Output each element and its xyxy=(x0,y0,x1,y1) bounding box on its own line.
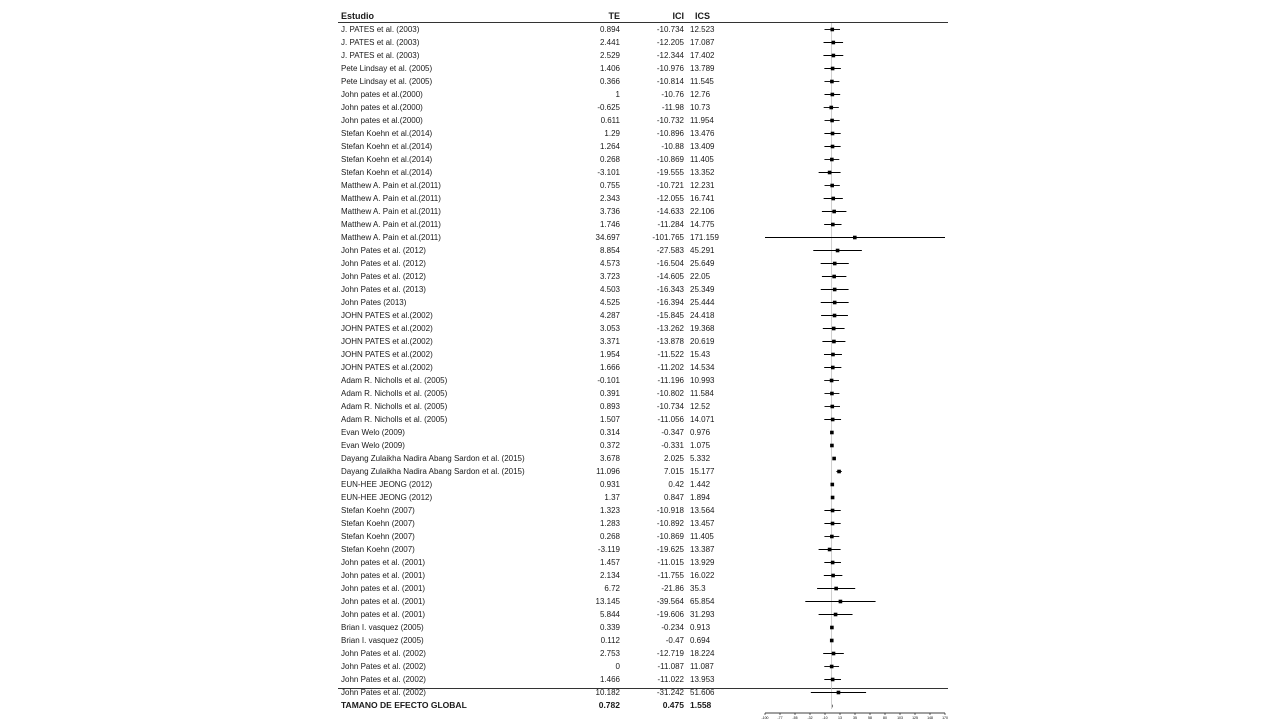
te-value: 1.507 xyxy=(599,415,620,424)
te-value: 8.854 xyxy=(599,246,620,255)
x-tick-label: 170 xyxy=(942,716,948,720)
te-value: 2.529 xyxy=(599,51,620,60)
study-name: Evan Welo (2009) xyxy=(341,441,405,450)
study-name: John Pates et al. (2013) xyxy=(341,285,426,294)
te-value: 0.268 xyxy=(599,532,620,541)
point-estimate xyxy=(831,132,835,136)
study-name: Evan Welo (2009) xyxy=(341,428,405,437)
ics-value: 14.775 xyxy=(690,220,715,229)
te-value: 0.611 xyxy=(600,116,620,125)
point-estimate xyxy=(839,600,843,604)
te-value: 1.466 xyxy=(599,675,620,684)
study-name: EUN-HEE JEONG (2012) xyxy=(341,493,433,502)
ics-value: 1.442 xyxy=(690,480,711,489)
ics-value: 13.929 xyxy=(690,558,715,567)
te-value: 1.954 xyxy=(599,350,620,359)
ics-value: 13.789 xyxy=(690,64,715,73)
study-name: Stefan Koehn et al.(2014) xyxy=(341,155,433,164)
ici-value: -10.734 xyxy=(656,402,684,411)
ici-value: -16.504 xyxy=(656,259,684,268)
point-estimate xyxy=(831,496,835,500)
ici-value: -11.284 xyxy=(657,220,684,229)
ici-value: 0.847 xyxy=(663,493,684,502)
x-tick-label: 35 xyxy=(853,716,857,720)
study-name: John pates et al. (2001) xyxy=(341,610,426,619)
te-value: 0.894 xyxy=(599,25,620,34)
ici-value: -14.633 xyxy=(656,207,684,216)
ici-value: -0.234 xyxy=(661,623,684,632)
study-name: Adam R. Nicholls et al. (2005) xyxy=(341,389,448,398)
te-value: 1.666 xyxy=(599,363,620,372)
x-tick-label: 148 xyxy=(927,716,933,720)
study-name: JOHN PATES et al.(2002) xyxy=(341,363,433,372)
ici-value: -11.056 xyxy=(657,415,684,424)
point-estimate xyxy=(831,509,835,513)
point-estimate xyxy=(853,236,857,240)
study-name: Matthew A. Pain et al.(2011) xyxy=(341,181,441,190)
ici-value: -10.976 xyxy=(656,64,684,73)
point-estimate xyxy=(831,418,835,422)
ici-value: -12.719 xyxy=(656,649,684,658)
x-tick-label: -100 xyxy=(761,716,769,720)
te-value: 1.29 xyxy=(604,129,620,138)
point-estimate xyxy=(831,353,835,357)
te-value: 10.182 xyxy=(595,688,620,697)
header-study: Estudio xyxy=(341,11,374,21)
ics-value: 16.022 xyxy=(690,571,715,580)
study-name: John pates et al.(2000) xyxy=(341,90,423,99)
total-label: TAMANO DE EFECTO GLOBAL xyxy=(341,700,467,710)
point-estimate xyxy=(831,678,835,682)
ics-value: 15.43 xyxy=(690,350,711,359)
ici-value: -39.564 xyxy=(656,597,684,606)
ics-value: 24.418 xyxy=(690,311,715,320)
ici-value: -11.202 xyxy=(657,363,684,372)
te-value: 0 xyxy=(615,662,620,671)
point-estimate xyxy=(831,522,835,526)
point-estimate xyxy=(829,106,833,110)
ici-value: -21.86 xyxy=(661,584,684,593)
study-name: John Pates et al. (2002) xyxy=(341,649,426,658)
ici-value: -10.892 xyxy=(656,519,684,528)
x-tick-label: 58 xyxy=(868,716,872,720)
ics-value: 1.075 xyxy=(690,441,711,450)
ics-value: 11.545 xyxy=(690,77,714,86)
ici-value: -0.47 xyxy=(665,636,684,645)
ici-value: -11.015 xyxy=(657,558,684,567)
point-estimate xyxy=(830,80,834,84)
ics-value: 16.741 xyxy=(690,194,715,203)
study-name: Dayang Zulaikha Nadira Abang Sardon et al. (2015) xyxy=(341,454,525,463)
study-name: Stefan Koehn (2007) xyxy=(341,519,415,528)
study-name: Adam R. Nicholls et al. (2005) xyxy=(341,376,448,385)
point-estimate xyxy=(831,197,835,201)
point-estimate xyxy=(833,262,837,266)
te-value: -0.101 xyxy=(597,376,620,385)
point-estimate xyxy=(836,249,840,253)
study-name: Matthew A. Pain et al.(2011) xyxy=(341,194,441,203)
te-value: 1 xyxy=(615,90,620,99)
point-estimate xyxy=(831,574,835,578)
ics-value: 171.159 xyxy=(690,233,719,242)
ici-value: -12.055 xyxy=(656,194,684,203)
header-te: TE xyxy=(608,11,620,21)
ici-value: -10.721 xyxy=(656,181,684,190)
study-name: JOHN PATES et al.(2002) xyxy=(341,311,433,320)
te-value: 0.372 xyxy=(599,441,620,450)
ici-value: -15.845 xyxy=(656,311,684,320)
study-name: Adam R. Nicholls et al. (2005) xyxy=(341,415,448,424)
ici-value: -10.896 xyxy=(656,129,684,138)
ics-value: 14.534 xyxy=(690,363,715,372)
ici-value: -11.196 xyxy=(657,376,684,385)
x-tick-label: 80 xyxy=(883,716,887,720)
study-name: Matthew A. Pain et al.(2011) xyxy=(341,220,441,229)
point-estimate xyxy=(830,535,834,539)
study-name: John Pates et al. (2012) xyxy=(341,259,426,268)
te-value: 4.525 xyxy=(599,298,620,307)
study-name: Stefan Koehn et al.(2014) xyxy=(341,129,433,138)
te-value: 4.287 xyxy=(599,311,620,320)
te-value: 2.441 xyxy=(599,38,620,47)
ics-value: 12.523 xyxy=(690,25,715,34)
te-value: 2.134 xyxy=(599,571,620,580)
te-value: 0.366 xyxy=(599,77,620,86)
te-value: 2.343 xyxy=(599,194,620,203)
ici-value: -10.869 xyxy=(656,155,684,164)
ics-value: 18.224 xyxy=(690,649,715,658)
te-value: 1.457 xyxy=(599,558,620,567)
ics-value: 22.106 xyxy=(690,207,715,216)
ics-value: 13.352 xyxy=(690,168,715,177)
x-tick-label: 103 xyxy=(897,716,903,720)
te-value: 3.723 xyxy=(599,272,620,281)
ici-value: -10.918 xyxy=(656,506,684,515)
header-ics: ICS xyxy=(694,11,710,21)
study-name: EUN-HEE JEONG (2012) xyxy=(341,480,433,489)
point-estimate xyxy=(832,327,836,331)
ics-value: 13.387 xyxy=(690,545,715,554)
te-value: 1.37 xyxy=(604,493,620,502)
study-name: Pete Lindsay et al. (2005) xyxy=(341,64,433,73)
study-name: John Pates et al. (2012) xyxy=(341,246,426,255)
te-value: 1.264 xyxy=(599,142,620,151)
study-name: J. PATES et al. (2003) xyxy=(341,25,420,34)
study-name: Stefan Koehn (2007) xyxy=(341,506,415,515)
study-name: John Pates (2013) xyxy=(341,298,407,307)
te-value: 3.053 xyxy=(599,324,620,333)
header-ici: ICI xyxy=(672,11,684,21)
study-name: JOHN PATES et al.(2002) xyxy=(341,350,433,359)
ics-value: 22.05 xyxy=(690,272,711,281)
study-name: Brian I. vasquez (2005) xyxy=(341,636,424,645)
x-tick-label: -77 xyxy=(777,716,783,720)
point-estimate xyxy=(834,587,838,591)
ics-value: 10.993 xyxy=(690,376,715,385)
point-estimate xyxy=(830,665,834,669)
study-name: John pates et al.(2000) xyxy=(341,116,423,125)
study-name: John Pates et al. (2002) xyxy=(341,675,426,684)
te-value: 11.096 xyxy=(596,467,620,476)
point-estimate xyxy=(830,431,834,435)
study-name: John Pates et al. (2002) xyxy=(341,688,426,697)
point-estimate xyxy=(830,626,834,630)
ics-value: 25.349 xyxy=(690,285,715,294)
point-estimate xyxy=(832,652,836,656)
ics-value: 65.854 xyxy=(690,597,715,606)
point-estimate xyxy=(830,392,834,396)
te-value: 1.323 xyxy=(599,506,620,515)
ici-value: -11.755 xyxy=(657,571,684,580)
ics-value: 11.405 xyxy=(690,155,714,164)
ics-value: 25.649 xyxy=(690,259,715,268)
ici-value: -19.555 xyxy=(656,168,684,177)
ics-value: 0.976 xyxy=(690,428,711,437)
ici-value: -0.331 xyxy=(661,441,684,450)
point-estimate xyxy=(830,28,834,32)
study-name: John pates et al. (2001) xyxy=(341,584,426,593)
te-value: 34.697 xyxy=(595,233,620,242)
point-estimate xyxy=(830,639,834,643)
ici-value: -19.606 xyxy=(656,610,684,619)
ici-value: -13.878 xyxy=(656,337,684,346)
point-estimate xyxy=(830,444,834,448)
te-value: 1.283 xyxy=(599,519,620,528)
te-value: 0.314 xyxy=(599,428,620,437)
ics-value: 5.332 xyxy=(690,454,711,463)
study-name: J. PATES et al. (2003) xyxy=(341,51,420,60)
te-value: 0.339 xyxy=(599,623,620,632)
ics-value: 15.177 xyxy=(690,467,715,476)
te-value: 0.112 xyxy=(600,636,620,645)
point-estimate xyxy=(830,184,834,188)
study-name: Pete Lindsay et al. (2005) xyxy=(341,77,433,86)
study-name: John Pates et al. (2012) xyxy=(341,272,426,281)
study-name: John pates et al.(2000) xyxy=(341,103,423,112)
ics-value: 19.368 xyxy=(690,324,715,333)
ici-value: -10.88 xyxy=(661,142,684,151)
te-value: 0.268 xyxy=(599,155,620,164)
point-estimate xyxy=(833,288,837,292)
te-value: 1.746 xyxy=(599,220,620,229)
study-name: JOHN PATES et al.(2002) xyxy=(341,337,433,346)
point-estimate xyxy=(832,210,836,214)
ici-value: -12.205 xyxy=(656,38,684,47)
point-estimate xyxy=(832,340,836,344)
te-value: 2.753 xyxy=(599,649,620,658)
ici-value: -11.98 xyxy=(661,103,684,112)
ics-value: 12.76 xyxy=(690,90,711,99)
x-tick-label: 13 xyxy=(838,716,842,720)
ici-value: -16.343 xyxy=(656,285,684,294)
ics-value: 13.564 xyxy=(690,506,715,515)
ici-value: -10.802 xyxy=(656,389,684,398)
point-estimate xyxy=(837,691,841,695)
ics-value: 12.231 xyxy=(690,181,715,190)
point-estimate xyxy=(831,366,835,370)
te-value: 0.931 xyxy=(599,480,620,489)
te-value: 3.371 xyxy=(599,337,620,346)
te-value: 4.573 xyxy=(599,259,620,268)
ici-value: -11.087 xyxy=(657,662,684,671)
te-value: -3.119 xyxy=(597,545,620,554)
te-value: 0.755 xyxy=(599,181,620,190)
ics-value: 25.444 xyxy=(690,298,715,307)
ics-value: 12.52 xyxy=(690,402,711,411)
ici-value: -14.605 xyxy=(656,272,684,281)
ics-value: 11.087 xyxy=(690,662,714,671)
point-estimate xyxy=(831,223,835,227)
te-value: -3.101 xyxy=(597,168,620,177)
study-name: John pates et al. (2001) xyxy=(341,597,426,606)
point-estimate xyxy=(832,54,836,58)
point-estimate xyxy=(831,93,835,97)
te-value: 13.145 xyxy=(595,597,620,606)
ici-value: -12.344 xyxy=(656,51,684,60)
ici-value: -19.625 xyxy=(656,545,684,554)
study-name: John pates et al. (2001) xyxy=(341,571,426,580)
ics-value: 13.476 xyxy=(690,129,715,138)
study-name: Matthew A. Pain et al.(2011) xyxy=(341,207,441,216)
point-estimate xyxy=(830,379,834,383)
te-value: 0.391 xyxy=(599,389,620,398)
ics-value: 51.606 xyxy=(690,688,715,697)
te-value: 3.678 xyxy=(599,454,620,463)
te-value: 5.844 xyxy=(599,610,620,619)
study-name: Matthew A. Pain et al.(2011) xyxy=(341,233,441,242)
study-name: Dayang Zulaikha Nadira Abang Sardon et al. (2015) xyxy=(341,467,525,476)
ics-value: 35.3 xyxy=(690,584,706,593)
ics-value: 0.913 xyxy=(690,623,711,632)
ici-value: -10.732 xyxy=(656,116,684,125)
ics-value: 11.954 xyxy=(690,116,714,125)
ici-value: -27.583 xyxy=(656,246,684,255)
ici-value: -11.022 xyxy=(657,675,684,684)
ici-value: -10.76 xyxy=(661,90,684,99)
ics-value: 11.405 xyxy=(690,532,714,541)
ici-value: 2.025 xyxy=(663,454,684,463)
ics-value: 17.402 xyxy=(690,51,715,60)
x-tick-label: -32 xyxy=(807,716,813,720)
study-name: John Pates et al. (2002) xyxy=(341,662,426,671)
ics-value: 0.694 xyxy=(690,636,711,645)
ics-value: 1.894 xyxy=(690,493,711,502)
point-estimate xyxy=(832,275,836,279)
ics-value: 13.409 xyxy=(690,142,715,151)
point-estimate xyxy=(831,67,835,71)
ici-value: -31.242 xyxy=(656,688,684,697)
ici-value: -10.814 xyxy=(656,77,684,86)
total-te: 0.782 xyxy=(598,700,620,710)
point-estimate xyxy=(833,314,837,318)
study-name: J. PATES et al. (2003) xyxy=(341,38,420,47)
ici-value: -10.734 xyxy=(656,25,684,34)
ici-value: -101.765 xyxy=(652,233,684,242)
point-estimate xyxy=(828,171,832,175)
study-name: Stefan Koehn (2007) xyxy=(341,545,415,554)
point-estimate xyxy=(830,119,834,123)
x-tick-label: 125 xyxy=(912,716,918,720)
total-ici: 0.475 xyxy=(662,700,684,710)
te-value: -0.625 xyxy=(597,103,620,112)
ics-value: 13.953 xyxy=(690,675,715,684)
te-value: 0.893 xyxy=(599,402,620,411)
overall-diamond xyxy=(832,704,833,708)
ics-value: 14.071 xyxy=(690,415,715,424)
point-estimate xyxy=(833,301,837,305)
te-value: 4.503 xyxy=(599,285,620,294)
study-name: Stefan Koehn (2007) xyxy=(341,532,415,541)
ici-value: 0.42 xyxy=(668,480,684,489)
point-estimate xyxy=(830,405,834,409)
study-name: Brian I. vasquez (2005) xyxy=(341,623,424,632)
study-name: JOHN PATES et al.(2002) xyxy=(341,324,433,333)
te-value: 3.736 xyxy=(599,207,620,216)
point-estimate xyxy=(830,158,834,162)
ics-value: 13.457 xyxy=(690,519,715,528)
ics-value: 31.293 xyxy=(690,610,715,619)
point-estimate xyxy=(834,613,838,617)
total-ics: 1.558 xyxy=(690,700,712,710)
study-name: Adam R. Nicholls et al. (2005) xyxy=(341,402,448,411)
ici-value: 7.015 xyxy=(663,467,684,476)
study-name: John pates et al. (2001) xyxy=(341,558,426,567)
point-estimate xyxy=(837,470,841,474)
point-estimate xyxy=(831,145,835,149)
ici-value: -16.394 xyxy=(656,298,684,307)
ics-value: 11.584 xyxy=(690,389,714,398)
ici-value: -10.869 xyxy=(656,532,684,541)
point-estimate xyxy=(832,457,836,461)
te-value: 6.72 xyxy=(604,584,620,593)
point-estimate xyxy=(831,561,835,565)
study-name: Stefan Koehn et al.(2014) xyxy=(341,168,433,177)
ics-value: 10.73 xyxy=(690,103,711,112)
study-name: Stefan Koehn et al.(2014) xyxy=(341,142,433,151)
x-tick-label: -55 xyxy=(792,716,798,720)
ici-value: -13.262 xyxy=(656,324,684,333)
ici-value: -11.522 xyxy=(657,350,684,359)
te-value: 1.406 xyxy=(599,64,620,73)
x-tick-label: -10 xyxy=(822,716,828,720)
ics-value: 20.619 xyxy=(690,337,715,346)
point-estimate xyxy=(828,548,832,552)
ics-value: 45.291 xyxy=(690,246,715,255)
point-estimate xyxy=(830,483,834,487)
ici-value: -0.347 xyxy=(661,428,684,437)
point-estimate xyxy=(831,41,835,45)
ics-value: 17.087 xyxy=(690,38,715,47)
